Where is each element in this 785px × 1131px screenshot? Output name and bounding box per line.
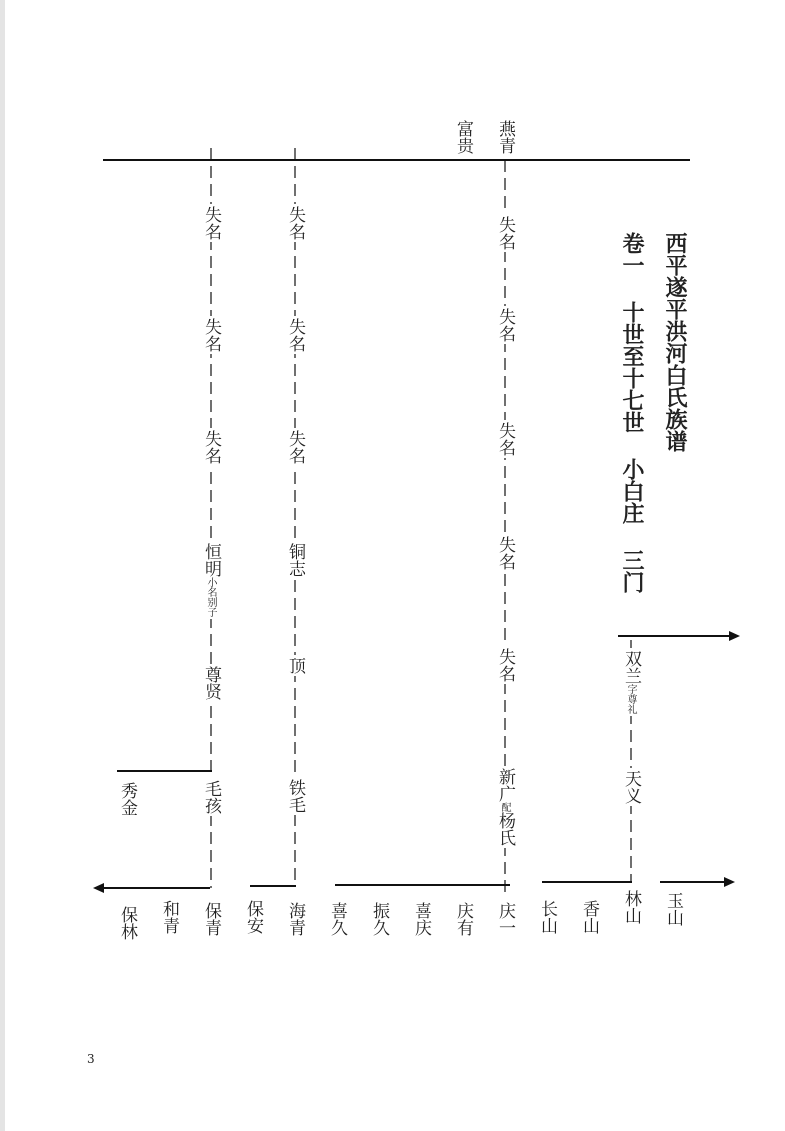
page-number: 3 [87, 1052, 95, 1066]
bottom-name-heqing: 和青 [159, 900, 179, 934]
lineage-1-gen1: 失名 [201, 206, 221, 240]
bottom-name-xiqing: 喜庆 [411, 902, 431, 936]
bottom-name-linshan: 林山 [621, 890, 641, 924]
bottom-name-baoqing: 保青 [201, 902, 221, 936]
lineage-3-gen3: 失名 [495, 422, 515, 456]
lineage-3-gen1: 失名 [495, 216, 515, 250]
name-fugui: 富贵 [453, 120, 473, 154]
lineage-3-gen5: 失名 [495, 648, 515, 682]
lineage-2-gen5: 顶 [285, 657, 305, 674]
lineage-3-gen6-note: 配 [499, 802, 510, 812]
lineage-1-side: 秀金 [117, 782, 137, 816]
name-yanqing: 燕青 [495, 120, 515, 154]
lineage-4-gen1-block [620, 648, 642, 716]
lineage-4-gen1: 双兰 [621, 650, 641, 684]
lineage-2-gen1: 失名 [285, 206, 305, 240]
lineage-1-gen4-note: 小名别子 [205, 577, 216, 617]
bottom-name-haiqing: 海青 [285, 902, 305, 936]
bottom-name-qingyi: 庆一 [495, 902, 515, 936]
volume-subtitle: 卷一 十世至十七世 小白庄 三门 [619, 232, 644, 593]
lineage-1-gen4: 恒明 [201, 543, 221, 577]
lineage-2-gen6: 铁毛 [285, 779, 305, 813]
lineage-3-gen4: 失名 [495, 536, 515, 570]
lineage-1-gen2: 失名 [201, 318, 221, 352]
arrow-head-right-1 [729, 631, 740, 641]
lineage-4-gen2: 天义 [621, 770, 641, 804]
bottom-name-baolin: 保林 [117, 906, 137, 940]
arrow-head-right-2 [724, 877, 735, 887]
arrow-head-left [93, 883, 104, 893]
lineage-2-gen3: 失名 [285, 430, 305, 464]
lineage-2-gen4: 铜志 [285, 543, 305, 577]
bottom-name-yushan: 玉山 [663, 892, 683, 926]
bottom-name-baoan: 保安 [243, 900, 263, 934]
book-title: 西平遂平洪河白氏族谱 [662, 232, 687, 452]
lineage-2-gen2: 失名 [285, 318, 305, 352]
lineage-3-gen6-b: 杨氏 [495, 812, 515, 846]
lineage-1-gen5: 尊贤 [201, 666, 221, 700]
bottom-name-qingyou: 庆有 [453, 902, 473, 936]
bottom-name-xijiu: 喜久 [327, 902, 347, 936]
lineage-3-gen6-block [494, 766, 516, 848]
lineage-1-gen4-block [200, 541, 222, 619]
bottom-name-zhenjiu: 振久 [369, 902, 389, 936]
bottom-name-xiangshan: 香山 [579, 900, 599, 934]
lineage-1-gen3: 失名 [201, 430, 221, 464]
lineage-4-gen1-note: 字尊礼 [625, 684, 636, 714]
lineage-1-gen6: 毛孩 [201, 780, 221, 814]
bottom-name-changshan: 长山 [537, 900, 557, 934]
lineage-3-gen6-a: 新广 [495, 768, 515, 802]
lineage-3-gen2: 失名 [495, 308, 515, 342]
